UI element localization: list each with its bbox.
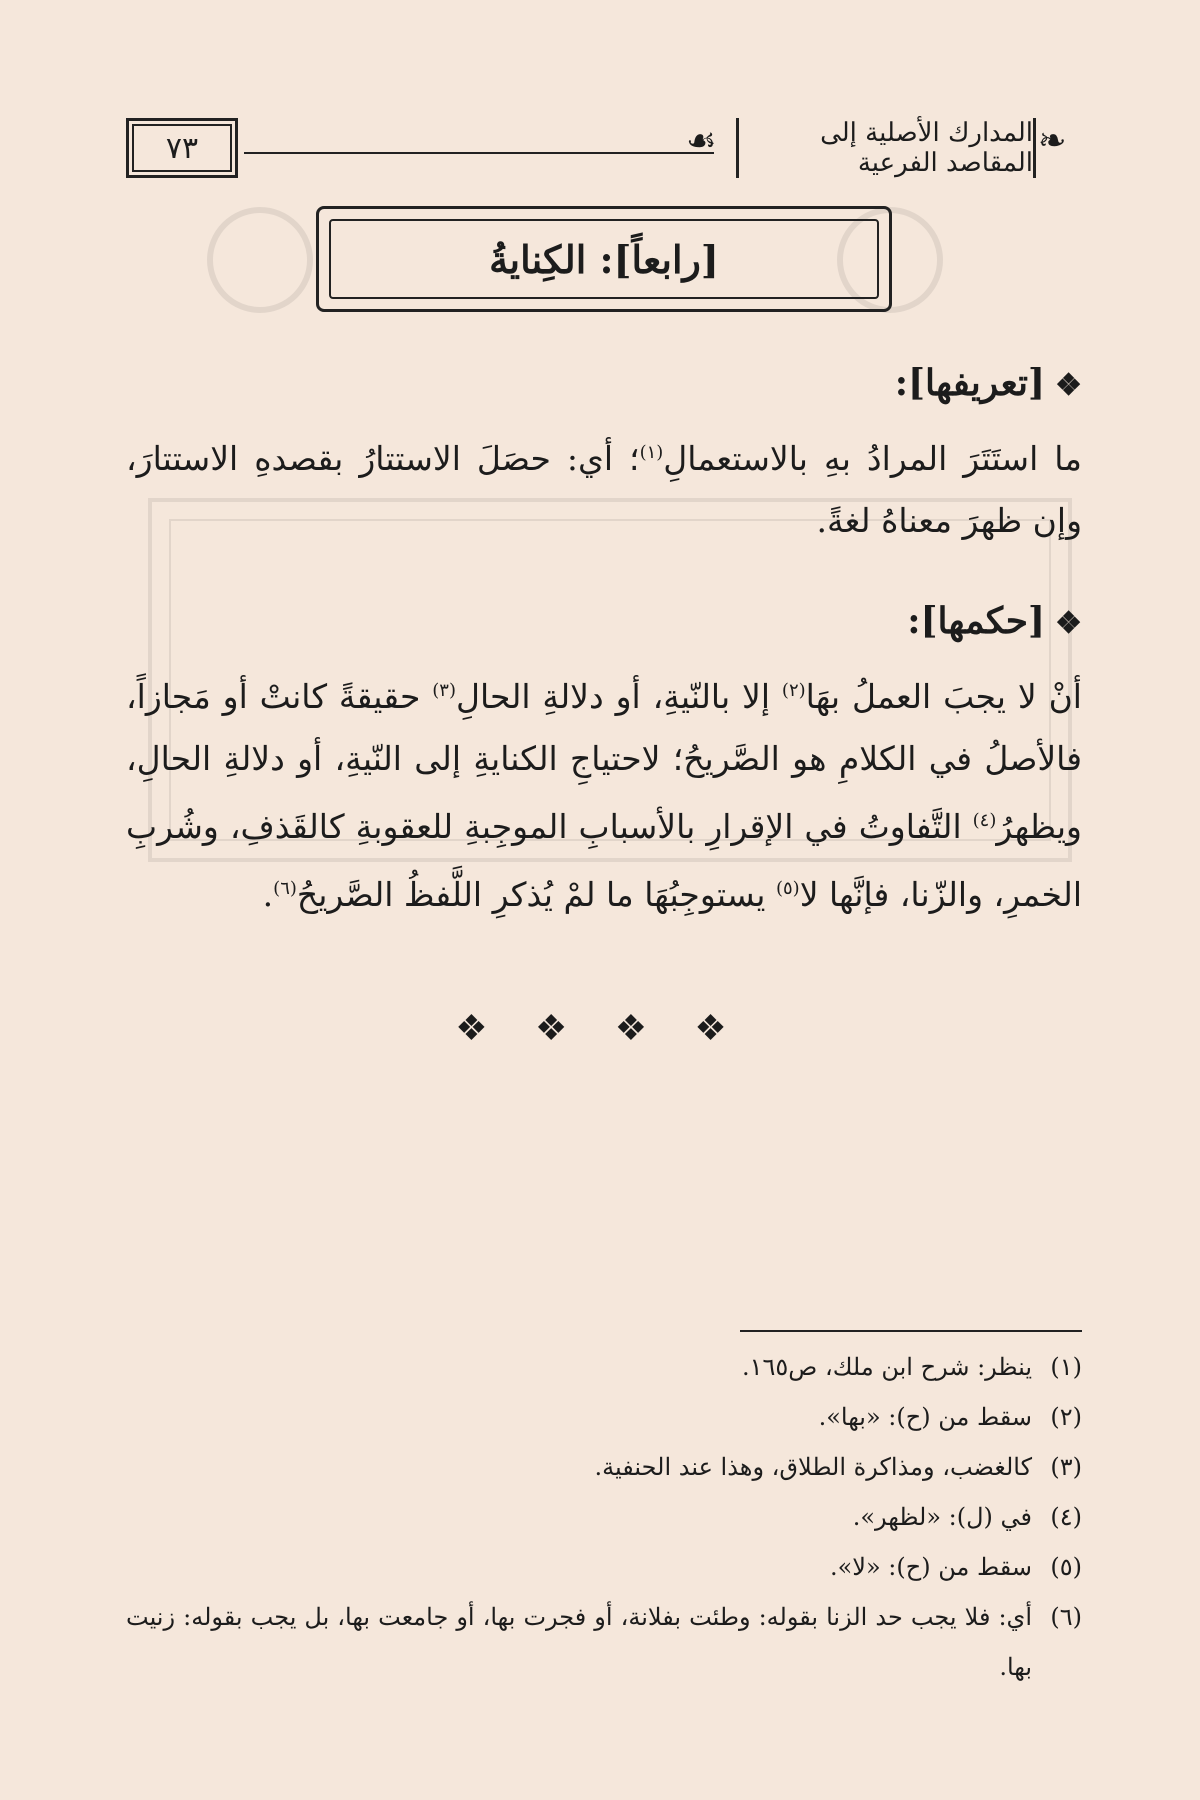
- ruling-text-2: إلا بالنّيةِ، أو دلالةِ الحالِ: [455, 677, 782, 717]
- fleuron-right-icon: ❧: [1038, 121, 1067, 161]
- section-title-frame: [316, 206, 892, 312]
- diamond-star-icon: ❖: [1055, 368, 1082, 403]
- definition-paragraph: [126, 422, 1082, 552]
- footnote-number: (٤): [1050, 1503, 1082, 1531]
- fleuron-left-icon: ☙: [686, 121, 717, 161]
- footnote-item: [126, 1542, 1082, 1592]
- ruling-heading-text: [حكمها]:: [907, 600, 1046, 642]
- footnote-number: (٢): [1050, 1403, 1082, 1431]
- footnote-number: (١): [1050, 1353, 1082, 1381]
- section-title: [رابعاً]: الكِنايةُ: [329, 219, 879, 299]
- footnote-number: (٦): [1050, 1603, 1082, 1631]
- footnote-text: سقط من (ح): «لا».: [829, 1553, 1032, 1581]
- ruling-text-4: التَّفاوتُ في الإقرارِ بالأسبابِ الموجِبةِ للعقوبةِ كالقَذفِ، وشُربِ الخمرِ، والزّنا، فإنَّها لا: [126, 807, 1082, 915]
- page-header: [126, 118, 1082, 180]
- footnote-number: (٥): [1050, 1553, 1082, 1581]
- footnote-number: (٣): [1050, 1453, 1082, 1481]
- ruling-heading: [126, 596, 1082, 646]
- ruling-text-6: .: [262, 875, 274, 915]
- definition-text-2: ؛ أي: حصَلَ الاستتارُ بقصدهِ الاستتارَ، وإن ظهرَ معناهُ لغةً.: [126, 439, 1082, 541]
- page-number: ٧٣: [126, 118, 238, 178]
- footnote-item: [126, 1392, 1082, 1442]
- footnote-text: أي: فلا يجب حد الزنا بقوله: وطئت بفلانة، أو فجرت بها، أو جامعت بها، بل يجب بقوله: زنيت بها.: [126, 1603, 1032, 1681]
- footnote-separator: [740, 1330, 1082, 1332]
- ruling-text-1: أنْ لا يجبَ العملُ بهَا: [805, 677, 1082, 717]
- footnote-text: في (ل): «لظهر».: [852, 1503, 1032, 1531]
- definition-heading-text: [تعريفها]:: [894, 362, 1046, 404]
- footnote-item: [126, 1442, 1082, 1492]
- footnote-item: [126, 1592, 1082, 1692]
- footnote-text: ينظر: شرح ابن ملك، ص١٦٥.: [741, 1353, 1032, 1381]
- ruling-text-3: حقيقةً كانتْ أو مَجازاً، فالأصلُ في الكلامِ هو الصَّريحُ؛ لاحتياجِ الكنايةِ إلى النّيةِ، أو دلالةِ الحالِ، ويظهرُ: [126, 677, 1082, 847]
- footnote-ref-1: (١): [639, 442, 664, 464]
- ruling-paragraph: [126, 660, 1082, 926]
- header-rule: [244, 152, 714, 154]
- ruling-section: [126, 596, 1082, 926]
- definition-text-1: ما استَتَرَ المرادُ بهِ بالاستعمالِ: [663, 439, 1082, 479]
- footnote-ref-2: (٢): [781, 680, 806, 702]
- section-divider-stars: ❖ ❖ ❖ ❖: [455, 1008, 745, 1049]
- running-title: المدارك الأصلية إلى المقاصد الفرعية: [736, 118, 1036, 178]
- footnote-item: [126, 1492, 1082, 1542]
- footnote-item: [126, 1342, 1082, 1392]
- footnote-text: سقط من (ح): «بها».: [818, 1403, 1032, 1431]
- footnote-ref-6: (٦): [273, 878, 297, 900]
- ruling-text-5: يستوجِبُهَا ما لمْ يُذكرِ اللَّفظُ الصَّريحُ: [296, 875, 776, 915]
- footnote-ref-3: (٣): [432, 680, 456, 702]
- footnote-ref-4: (٤): [972, 810, 997, 832]
- definition-heading: [126, 358, 1082, 408]
- footnote-text: كالغضب، ومذاكرة الطلاق، وهذا عند الحنفية.: [594, 1453, 1032, 1481]
- footnote-ref-5: (٥): [775, 878, 800, 900]
- definition-section: [126, 358, 1082, 552]
- diamond-star-icon: ❖: [1055, 606, 1082, 641]
- footnotes: [126, 1342, 1082, 1692]
